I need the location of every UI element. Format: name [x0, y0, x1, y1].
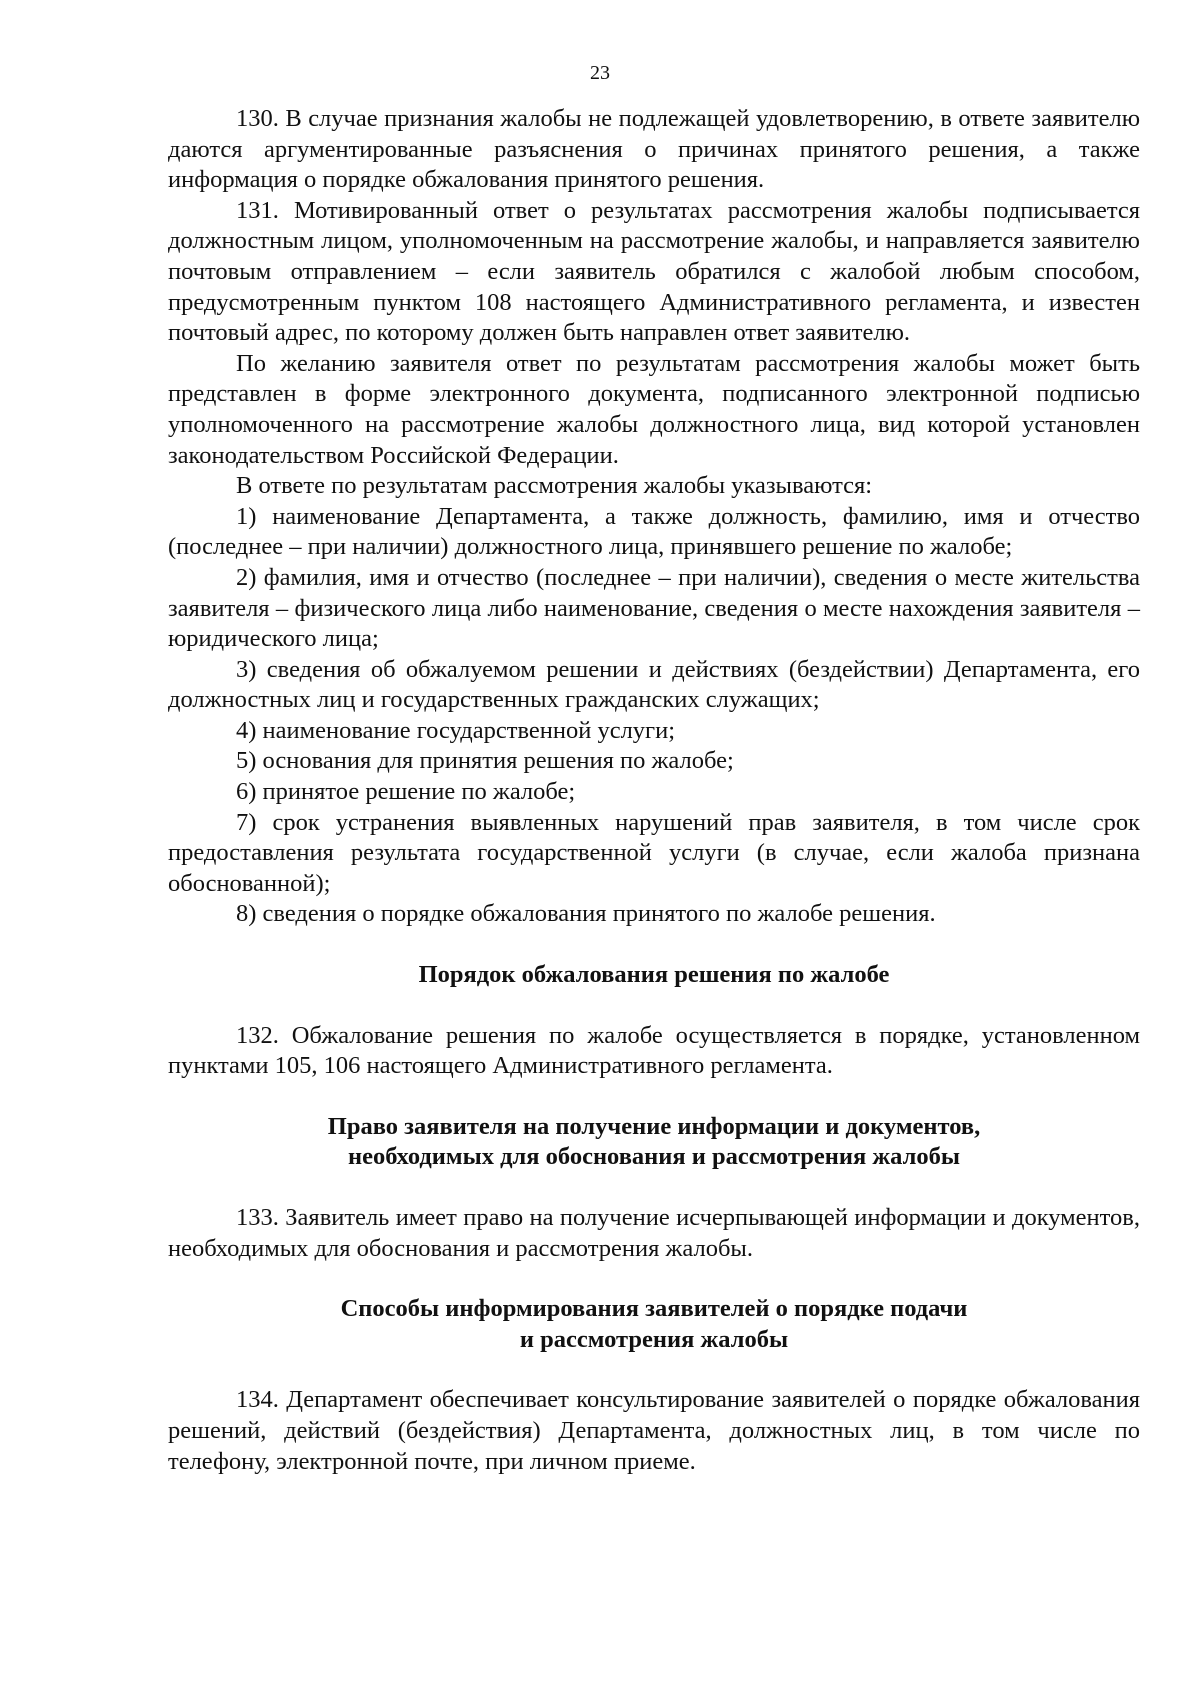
paragraph-134: 134. Департамент обеспечивает консультирование заявителей о порядке обжалования решений, действий (бездействия) Департамента, должностных лиц, в том числе по телефону, электронной почте, при личном приеме.	[168, 1386, 1140, 1475]
list-item-1: 1) наименование Департамента, а также должность, фамилию, имя и отчество (последнее – при наличии) должностного лица, принявшего решение по жалобе;	[168, 502, 1140, 561]
list-item-3: 3) сведения об обжалуемом решении и действиях (бездействии) Департамента, его должностных лиц и государственных гражданских служащих;	[168, 655, 1140, 714]
section-heading-informing-methods	[168, 1294, 1140, 1355]
heading-line: Способы информирования заявителей о порядке подачи	[340, 1295, 968, 1323]
paragraph-electronic-answer: По желанию заявителя ответ по результатам рассмотрения жалобы может быть представлен в форме электронного документа, подписанного электронной подписью уполномоченного на рассмотрение жалобы должностного лица, вид которой установлен законодательством Российской Федерации.	[168, 349, 1140, 469]
heading-line: и рассмотрения жалобы	[519, 1325, 789, 1353]
list-item-8: 8) сведения о порядке обжалования принятого по жалобе решения.	[236, 900, 936, 928]
list-item-2: 2) фамилия, имя и отчество (последнее – при наличии), сведения о месте жительства заявителя – физического лица либо наименование, сведения о месте нахождения заявителя – юридического лица;	[168, 563, 1140, 653]
paragraph-132: 132. Обжалование решения по жалобе осуществляется в порядке, установленном пунктами 105, 106 настоящего Административного регламента.	[168, 1021, 1140, 1080]
section-heading-applicant-right	[168, 1112, 1140, 1173]
list-item-6: 6) принятое решение по жалобе;	[236, 778, 576, 806]
heading-line: Порядок обжалования решения по жалобе	[418, 961, 890, 989]
page-number: 23	[590, 62, 610, 84]
list-item-7: 7) срок устранения выявленных нарушений прав заявителя, в том числе срок предоставления результата государственной услуги (в случае, если жалоба признана обоснованной);	[168, 808, 1140, 897]
heading-line: необходимых для обоснования и рассмотрения жалобы	[348, 1143, 960, 1171]
paragraph-answer-contents-intro: В ответе по результатам рассмотрения жалобы указываются:	[236, 472, 873, 500]
heading-line: Право заявителя на получение информации и документов,	[327, 1112, 981, 1140]
paragraph-133: 133. Заявитель имеет право на получение исчерпывающей информации и документов, необходимых для обоснования и рассмотрения жалобы.	[168, 1204, 1140, 1262]
paragraph-130: 130. В случае признания жалобы не подлежащей удовлетворению, в ответе заявителю даются аргументированные разъяснения о причинах принятого решения, а также информация о порядке обжалования принятого решения.	[168, 105, 1140, 194]
list-item-4: 4) наименование государственной услуги;	[236, 716, 676, 744]
paragraph-131: 131. Мотивированный ответ о результатах рассмотрения жалобы подписывается должностным лицом, уполномоченным на рассмотрение жалобы, и направляется заявителю почтовым отправлением – если заявитель обратился с жалобой любым способом, предусмотренным пунктом 108 настоящего Административного регламента, и известен почтовый адрес, по которому должен быть направлен ответ заявителю.	[168, 196, 1140, 347]
document-body	[168, 104, 1140, 1477]
list-item-5: 5) основания для принятия решения по жалобе;	[236, 747, 734, 775]
section-heading-appeal-order	[168, 960, 1140, 991]
